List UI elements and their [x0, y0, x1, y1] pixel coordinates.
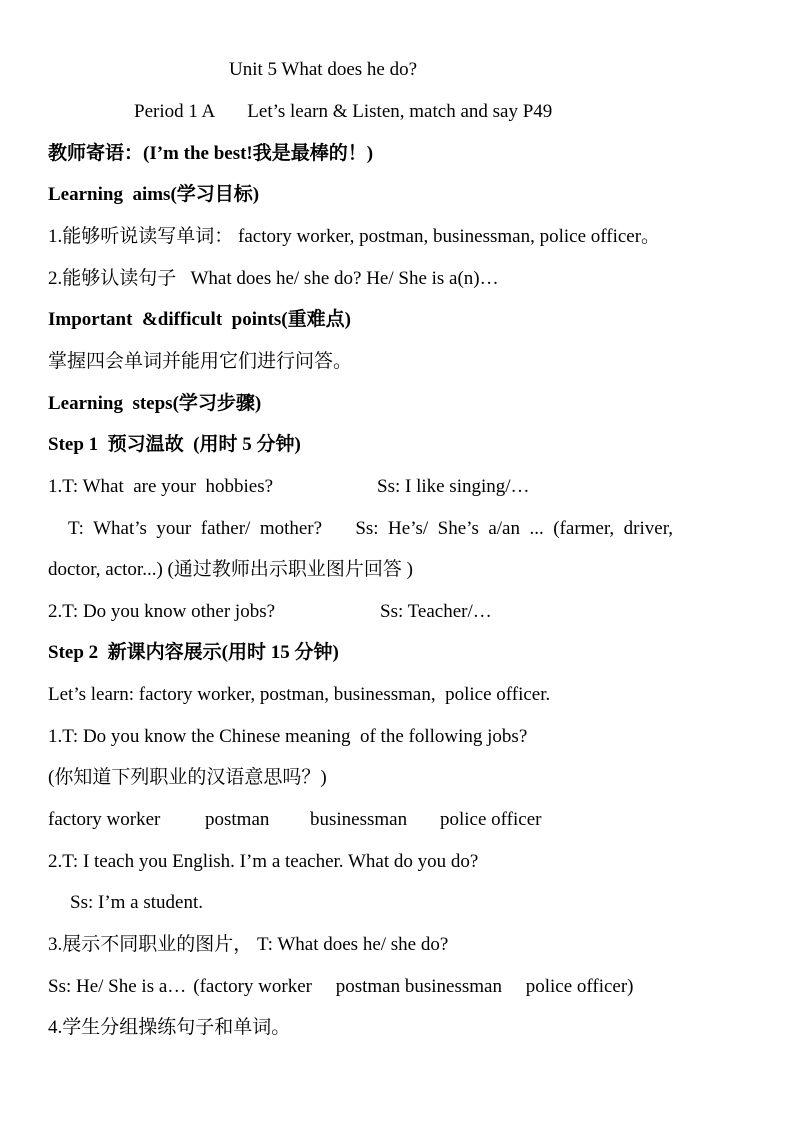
step2-heading: Step 2 新课内容展示(用时 15 分钟): [48, 642, 339, 663]
points-text: 掌握四会单词并能用它们进行问答。: [48, 351, 353, 372]
answer-3-prefix: Ss: He/ She is a…: [48, 976, 187, 997]
step2-answer-3: [48, 975, 634, 999]
teacher-motto: 教师寄语：(I’m the best!我是最棒的！): [48, 143, 374, 164]
aim-item-2: 2.能够认读句子 What does he/ she do? He/ She is a(n)…: [48, 268, 499, 289]
step2-question-3: 3.展示不同职业的图片， T: What does he/ she do?: [48, 934, 449, 955]
step1-line-2: T: What’s your father/ mother? Ss: He’s/ She’s a/an ... (farmer, driver,: [68, 518, 674, 539]
step2-question-2: 2.T: I teach you English. I’m a teacher. What do you do?: [48, 851, 479, 872]
steps-heading: Learning steps(学习步骤): [48, 393, 262, 414]
step1-student-line-1: Ss: I like singing/…: [377, 476, 530, 497]
word-police-officer: police officer: [440, 809, 542, 830]
step2-question-4: 4.学生分组操练句子和单词。: [48, 1017, 291, 1038]
step1-line-3: doctor, actor...) (通过教师出示职业图片回答 ): [48, 559, 413, 580]
answer-3-jobs: (factory worker postman businessman police officer): [193, 976, 634, 997]
word-postman: postman: [205, 809, 270, 830]
word-factory-worker: factory worker: [48, 809, 161, 830]
period-label: Period 1 A: [134, 101, 216, 122]
step2-question-1: 1.T: Do you know the Chinese meaning of the following jobs?: [48, 726, 528, 747]
aim-item-1: 1.能够听说读写单词： factory worker, postman, businessman, police officer。: [48, 226, 661, 247]
step2-intro: Let’s learn: factory worker, postman, businessman, police officer.: [48, 684, 551, 705]
step1-teacher-line-1: 1.T: What are your hobbies?: [48, 476, 274, 497]
unit-title: Unit 5 What does he do?: [229, 59, 418, 80]
step2-answer-2: Ss: I’m a student.: [70, 892, 203, 913]
lesson-title: Let’s learn & Listen, match and say P49: [247, 101, 553, 122]
aims-heading: Learning aims(学习目标): [48, 184, 260, 205]
step1-heading: Step 1 预习温故 (用时 5 分钟): [48, 434, 301, 455]
step1-teacher-line-4: 2.T: Do you know other jobs?: [48, 601, 276, 622]
step1-student-line-4: Ss: Teacher/…: [380, 601, 492, 622]
period-line: [134, 100, 552, 124]
word-businessman: businessman: [310, 809, 408, 830]
step2-question-1-cn: (你知道下列职业的汉语意思吗？): [48, 767, 327, 788]
points-heading: Important &difficult points(重难点): [48, 309, 351, 330]
